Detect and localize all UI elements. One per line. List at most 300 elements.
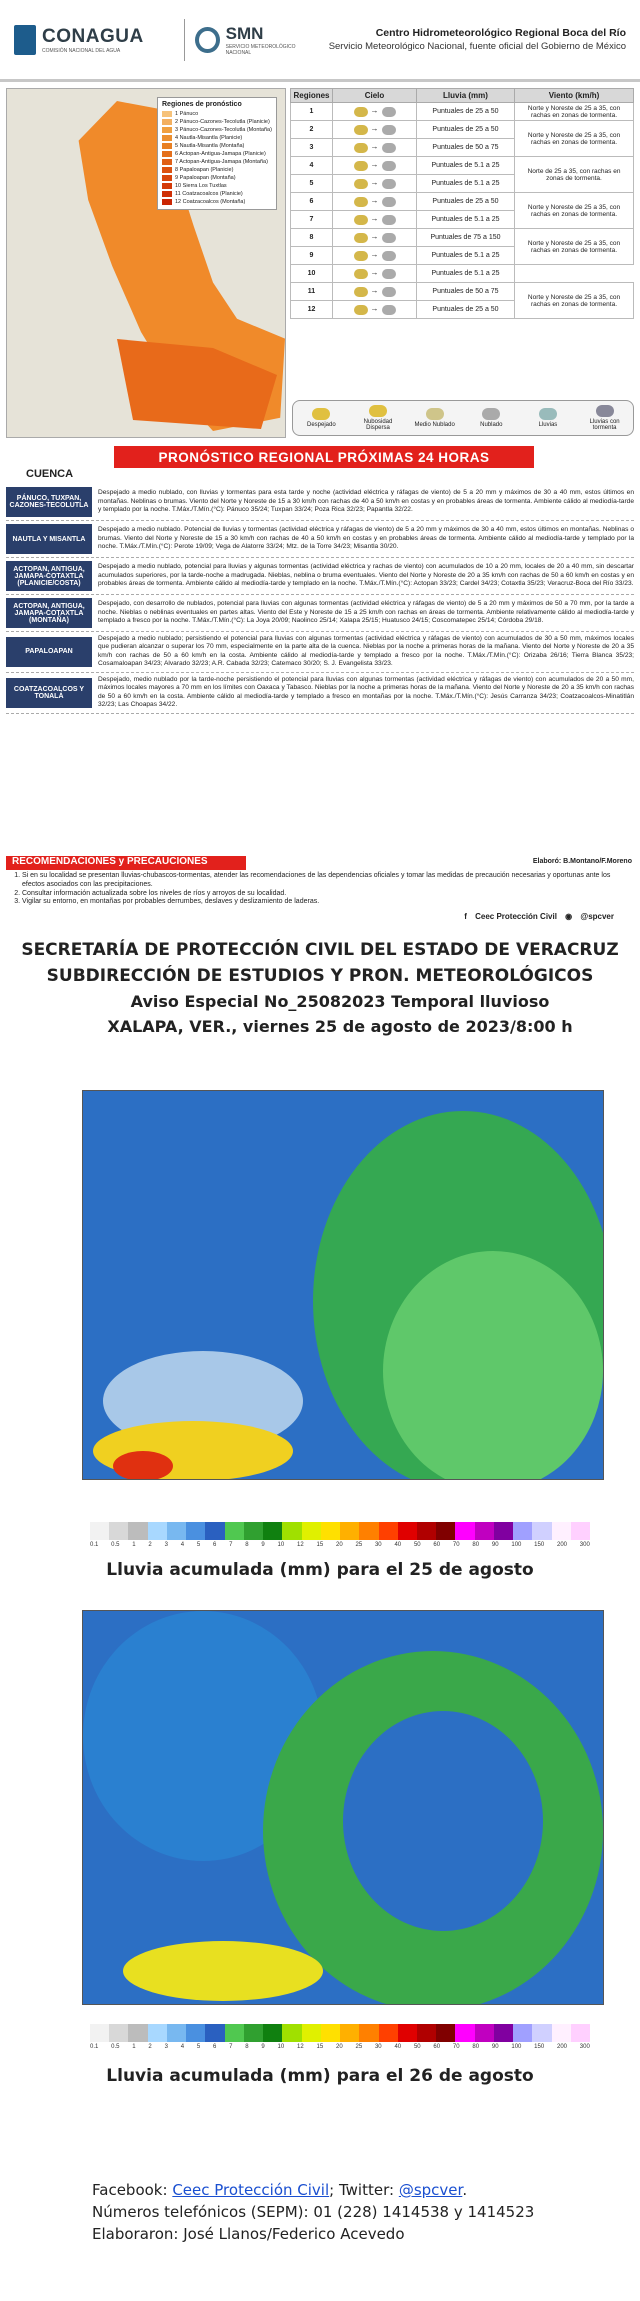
sky-icon <box>354 197 368 207</box>
region-cell: 9 <box>291 247 333 265</box>
scale-tick: 10 <box>277 2044 285 2050</box>
scale-swatch <box>148 1522 167 1540</box>
scale-swatch <box>225 2024 244 2042</box>
forecast-row <box>291 193 634 211</box>
scale-swatch <box>128 2024 147 2042</box>
scale-tick: 150 <box>534 2044 545 2050</box>
scale-swatch <box>513 2024 532 2042</box>
scale-tick: 80 <box>472 2044 480 2050</box>
rain-cell: Puntuales de 25 a 50 <box>417 193 515 211</box>
basin-forecast: Despejado a medio nublado, con lluvias y tormentas para esta tarde y noche (actividad eléctrica y ráfagas de viento) de 5 a 20 mm y máximos de 30 a 40 mm, estos últimos en montañas. Neblinas o brumas. Viento del Norte y Noreste de 15 a 30 km/h con rachas de 40 a 50 km/h en costas y en probables áreas de tormenta. Ambiente cálido al mediodía-tarde y templado por la noche. T.Máx./T.Mín.(°C): Pánuco 35/24; Tuxpan 33/24; Poza Rica 32/23; Papantla 32/22. <box>98 489 634 514</box>
rain-area-yellow <box>123 1941 323 2001</box>
sky-cell <box>333 247 417 265</box>
scale-tick: 1 <box>132 2044 136 2050</box>
scale-swatch <box>513 1522 532 1540</box>
sky-icon <box>354 269 368 279</box>
partly-cloudy-icon <box>369 405 387 417</box>
scale-tick: 0.5 <box>111 2044 120 2050</box>
forecast-table <box>290 88 634 319</box>
twitter-label: ; Twitter: <box>329 2181 395 2199</box>
legend-label: 8 Papaloapan (Planicie) <box>175 167 234 173</box>
rain-area-lightgreen <box>383 1251 603 1480</box>
social-links <box>458 912 614 921</box>
basin-forecast: Despejado, medio nublado por la tarde-noche persistiendo el potencial para lluvias con algunas tormentas (actividad eléctrica y ráfagas de viento) con acumulados de 20 a 50 mm, máximos locales mayores a 70 mm en los límites con Oaxaca y Tabasco. Nieblas por la noche a primeras horas de la mañana. Viento del Norte y Noreste de 20 a 35 km/h con rachas de 50 a 60 km/h en la costa. Ambiente cálido al mediodía-tarde y templado a fresco en montañas por la noche. T.Máx./T.Mín.(°C): Jesús Carranza 34/23; Coatzacoalcos-Minatitlán 32/23; Las Choapas 34/22. <box>98 675 634 709</box>
sky-icon <box>354 233 368 243</box>
region-cell: 5 <box>291 175 333 193</box>
legend-swatch <box>162 167 172 173</box>
legend-label: 1 Pánuco <box>175 111 199 117</box>
conagua-logo <box>14 25 174 55</box>
col-regiones: Regiones <box>291 89 333 103</box>
scale-tick: 12 <box>297 2044 304 2050</box>
arrow-icon: → <box>370 142 379 152</box>
scale-swatch <box>359 2024 378 2042</box>
recommendation-item: 3. Vigilar su entorno, en montañas por probables derrumbes, deslaves y deslizamiento de laderas. <box>22 898 618 907</box>
scale-swatch <box>532 2024 551 2042</box>
scale-swatch <box>398 1522 417 1540</box>
recommendation-item: 1. Si en su localidad se presentan lluvias-chubascos-tormentas, atender las recomendaciones de las dependencias oficiales y tomar las medidas de precaución necesarias y oportunas ante los efectos asociados con las precipitaciones. <box>22 872 618 890</box>
map-legend <box>157 97 277 210</box>
map-legend-title: Regiones de pronóstico <box>162 101 242 108</box>
basin-name: NAUTLA Y MISANTLA <box>6 524 92 554</box>
legend-swatch <box>162 119 172 125</box>
storm-icon <box>382 143 396 153</box>
scale-tick: 7 <box>229 1542 233 1548</box>
scale-swatch <box>186 1522 205 1540</box>
forecast-row <box>291 229 634 247</box>
symbol-despejado: Despejado <box>297 408 345 428</box>
rain-scale-ticks-2 <box>90 2044 590 2050</box>
scale-tick: 300 <box>579 1542 590 1548</box>
scale-swatch <box>475 2024 494 2042</box>
rain-area-red <box>113 1451 173 1480</box>
storm-icon <box>382 161 396 171</box>
scale-tick: 20 <box>336 2044 343 2050</box>
scale-swatch <box>494 1522 513 1540</box>
sky-icon <box>354 107 368 117</box>
scale-swatch <box>263 2024 282 2042</box>
legend-swatch <box>162 127 172 133</box>
forecast-banner: PRONÓSTICO REGIONAL PRÓXIMAS 24 HORAS <box>114 446 534 468</box>
map-legend-item <box>162 150 272 158</box>
legend-swatch <box>162 199 172 205</box>
wind-cell: Norte y Noreste de 25 a 35, con rachas en zonas de tormenta. <box>515 121 634 157</box>
scale-tick: 6 <box>212 1542 217 1548</box>
header <box>0 0 640 82</box>
arrow-icon: → <box>370 268 379 278</box>
scale-swatch <box>571 2024 590 2042</box>
sky-icon <box>354 305 368 315</box>
forecast-row <box>291 283 634 301</box>
smn-logo <box>195 24 315 56</box>
scale-tick: 25 <box>355 2044 363 2050</box>
storm-icon <box>382 125 396 135</box>
scale-swatch <box>205 2024 224 2042</box>
scale-tick: 9 <box>261 2044 265 2050</box>
arrow-icon: → <box>370 286 379 296</box>
scale-swatch <box>359 1522 378 1540</box>
scale-swatch <box>148 2024 167 2042</box>
rain-cell: Puntuales de 50 a 75 <box>417 283 515 301</box>
basin-name: COATZACOALCOS Y TONALÁ <box>6 678 92 708</box>
scale-tick: 80 <box>472 1542 480 1548</box>
forecast-row <box>291 103 634 121</box>
region-cell: 11 <box>291 283 333 301</box>
rain-cell: Puntuales de 5.1 a 25 <box>417 175 515 193</box>
sky-cell <box>333 301 417 319</box>
scale-tick: 0.5 <box>111 1542 120 1548</box>
scale-tick: 20 <box>336 1542 343 1548</box>
aviso-line-2: SUBDIRECCIÓN DE ESTUDIOS Y PRON. METEOROLÓGICOS <box>46 966 594 986</box>
recommendations-list <box>8 872 618 907</box>
rain-cell: Puntuales de 25 a 50 <box>417 121 515 139</box>
sun-icon <box>312 408 330 420</box>
facebook-link[interactable]: Ceec Protección Civil <box>475 912 557 921</box>
basin-name: ACTOPAN, ANTIGUA, JAMAPA-COTAXTLA (PLANICIE/COSTA) <box>6 561 92 591</box>
scale-swatch <box>532 1522 551 1540</box>
scale-tick: 15 <box>316 2044 324 2050</box>
scale-swatch <box>244 2024 263 2042</box>
region-cell: 10 <box>291 265 333 283</box>
wind-cell: Norte y Noreste de 25 a 35, con rachas en zonas de tormenta. <box>515 193 634 229</box>
scale-tick: 4 <box>180 1542 185 1548</box>
map-legend-item <box>162 134 272 142</box>
regions-map <box>6 88 286 438</box>
caption-26-agosto: Lluvia acumulada (mm) para el 26 de agosto <box>106 2066 534 2086</box>
scale-swatch <box>475 1522 494 1540</box>
scale-tick: 15 <box>316 1542 324 1548</box>
scale-swatch <box>225 1522 244 1540</box>
legend-swatch <box>162 111 172 117</box>
footer-phones: Números telefónicos (SEPM): 01 (228) 1414538 y 1414523 <box>92 2202 535 2221</box>
scale-tick: 150 <box>534 1542 545 1548</box>
basin-row <box>6 521 634 558</box>
conagua-subtitle: COMISIÓN NACIONAL DEL AGUA <box>42 47 121 54</box>
scale-swatch <box>244 1522 263 1540</box>
sky-cell <box>333 193 417 211</box>
footer-authors: Elaboraron: José Llanos/Federico Acevedo <box>92 2224 405 2243</box>
legend-label: 9 Papaloapan (Montaña) <box>175 175 236 181</box>
legend-swatch <box>162 183 172 189</box>
legend-label: 2 Pánuco-Cazones-Tecolutla (Planicie) <box>175 119 270 125</box>
scale-swatch <box>282 1522 301 1540</box>
mostly-cloudy-icon <box>426 408 444 420</box>
basin-row <box>6 558 634 595</box>
arrow-icon: → <box>370 214 379 224</box>
rain-cell: Puntuales de 25 a 50 <box>417 301 515 319</box>
sky-cell <box>333 265 417 283</box>
rain-cell: Puntuales de 5.1 a 25 <box>417 211 515 229</box>
scale-tick: 3 <box>164 2044 168 2050</box>
scale-swatch <box>398 2024 417 2042</box>
twitter-icon: ◉ <box>565 912 573 921</box>
basin-name: ACTOPAN, ANTIGUA, JAMAPA-COTAXTLA (MONTAÑA) <box>6 598 92 628</box>
facebook-icon: f <box>464 912 467 921</box>
scale-tick: 200 <box>556 1542 567 1548</box>
conagua-emblem-icon <box>14 25 36 55</box>
scale-swatch <box>340 1522 359 1540</box>
basin-name: PÁNUCO, TUXPAN, CAZONES-TECOLUTLA <box>6 487 92 517</box>
sky-icon <box>354 179 368 189</box>
scale-tick: 40 <box>394 1542 402 1548</box>
symbol-tormenta: Lluvias con tormenta <box>581 405 629 431</box>
scale-tick: 3 <box>164 1542 168 1548</box>
scale-tick: 90 <box>491 1542 499 1548</box>
scale-tick: 50 <box>413 1542 421 1548</box>
scale-tick: 5 <box>196 1542 201 1548</box>
rain-area-blue-2 <box>343 1711 543 1931</box>
scale-swatch <box>379 1522 398 1540</box>
storm-icon <box>382 287 396 297</box>
region-cell: 6 <box>291 193 333 211</box>
arrow-icon: → <box>370 196 379 206</box>
sky-cell <box>333 157 417 175</box>
scale-swatch <box>302 2024 321 2042</box>
facebook-link[interactable]: Ceec Protección Civil <box>172 2181 330 2199</box>
arrow-icon: → <box>370 250 379 260</box>
scale-tick: 10 <box>277 1542 285 1548</box>
arrow-icon: → <box>370 232 379 242</box>
rain-cell: Puntuales de 5.1 a 25 <box>417 265 515 283</box>
smn-emblem-icon <box>195 27 220 53</box>
scale-swatch <box>379 2024 398 2042</box>
scale-swatch <box>436 2024 455 2042</box>
scale-swatch <box>552 1522 571 1540</box>
twitter-link[interactable]: @spcver <box>398 2181 463 2199</box>
symbol-lluvias: Lluvias <box>524 408 572 428</box>
rain-icon <box>539 408 557 420</box>
basin-name: PAPALOAPAN <box>6 637 92 667</box>
storm-icon <box>382 251 396 261</box>
scale-swatch <box>282 2024 301 2042</box>
scale-swatch <box>302 1522 321 1540</box>
scale-tick: 100 <box>511 2044 522 2050</box>
region-cell: 1 <box>291 103 333 121</box>
rain-map-26-agosto <box>82 1610 604 2005</box>
scale-swatch <box>263 1522 282 1540</box>
scale-tick: 70 <box>452 2044 460 2050</box>
scale-swatch <box>321 2024 340 2042</box>
aviso-line-1: SECRETARÍA DE PROTECCIÓN CIVIL DEL ESTADO DE VERACRUZ <box>21 940 619 960</box>
map-legend-item <box>162 142 272 150</box>
arrow-icon: → <box>370 124 379 134</box>
sky-icon <box>354 251 368 261</box>
scale-swatch <box>109 1522 128 1540</box>
sky-cell <box>333 175 417 193</box>
symbol-medio-nublado: Medio Nublado <box>411 408 459 428</box>
legend-label: 6 Actopan-Antigua-Jamapa (Planicie) <box>175 151 266 157</box>
logo-divider <box>184 19 185 61</box>
scale-tick: 5 <box>196 2044 201 2050</box>
scale-swatch <box>205 1522 224 1540</box>
legend-swatch <box>162 135 172 141</box>
service-name: Servicio Meteorológico Nacional, fuente oficial del Gobierno de México <box>328 41 626 52</box>
map-legend-item <box>162 126 272 134</box>
basin-forecast: Despejado a medio nublado. Potencial de lluvias y tormentas (actividad eléctrica y ráfagas de viento) de 5 a 20 mm y máximos de 30 a 40 mm, estos últimos en montañas. Neblinas o brumas. Viento del Norte y Noreste de 15 a 30 km/h con rachas de 40 a 50 km/h en costas y en probables áreas de tormenta. Ambiente cálido al mediodía-tarde y templado por la noche. T.Máx./T.Mín.(°C): Perote 19/09; Vega de Alatorre 33/24; Mtz. de la Torre 34/23; Misantla 30/20. <box>98 526 634 551</box>
scale-tick: 200 <box>556 2044 567 2050</box>
map-legend-item <box>162 182 272 190</box>
arrow-icon: → <box>370 178 379 188</box>
sky-cell <box>333 139 417 157</box>
region-cell: 8 <box>291 229 333 247</box>
basin-forecast: Despejado a medio nublado, potencial para lluvias y algunas tormentas (actividad eléctrica y rachas de viento) con acumulados de 10 a 20 mm, locales de 20 a 40 mm, sin descartar acumulados superiores, por la tarde-noche a madrugada. Nieblas, neblina o bruma eventuales. Viento del Norte y Noreste de 20 a 35 km/h con rachas de 50 a 60 km/h en costas y en probables áreas de tormenta. Ambiente cálido al mediodía-tarde y templado en la noche. T.Máx./T.Mín.(°C): Actopan 33/23; Cardel 34/23; Cotaxtla 35/23; Veracruz-Boca del Río 33/23. <box>98 563 634 588</box>
scale-swatch <box>167 1522 186 1540</box>
sky-icon <box>354 215 368 225</box>
scale-tick: 60 <box>433 1542 441 1548</box>
scale-tick: 25 <box>355 1542 363 1548</box>
scale-swatch <box>552 2024 571 2042</box>
legend-label: 11 Coatzacoalcos (Planicie) <box>175 191 243 197</box>
scale-tick: 70 <box>452 1542 460 1548</box>
region-cell: 3 <box>291 139 333 157</box>
storm-icon <box>382 179 396 189</box>
scale-swatch <box>455 2024 474 2042</box>
legend-label: 12 Coatzacoalcos (Montaña) <box>175 199 246 205</box>
map-legend-item <box>162 118 272 126</box>
scale-tick: 0.1 <box>90 2044 99 2050</box>
footer <box>92 2180 534 2245</box>
twitter-link[interactable]: @spcver <box>580 912 614 921</box>
wind-cell: Norte y Noreste de 25 a 35, con rachas en zonas de tormenta. <box>515 283 634 319</box>
region-cell: 4 <box>291 157 333 175</box>
col-cielo: Cielo <box>333 89 417 103</box>
rain-scale-bar-1 <box>90 1522 590 1540</box>
scale-swatch <box>321 1522 340 1540</box>
sky-cell <box>333 283 417 301</box>
map-legend-item <box>162 174 272 182</box>
basin-row <box>6 673 634 714</box>
sky-cell <box>333 229 417 247</box>
basin-list <box>6 484 634 714</box>
aviso-heading <box>0 940 640 1036</box>
region-cell: 7 <box>291 211 333 229</box>
wind-cell: Norte de 25 a 35, con rachas en zonas de tormenta. <box>515 157 634 193</box>
map-legend-item <box>162 158 272 166</box>
col-lluvia: Lluvia (mm) <box>417 89 515 103</box>
scale-tick: 2 <box>148 1542 152 1548</box>
legend-swatch <box>162 159 172 165</box>
region-cell: 2 <box>291 121 333 139</box>
legend-swatch <box>162 151 172 157</box>
scale-tick: 100 <box>511 1542 522 1548</box>
storm-icon <box>596 405 614 417</box>
legend-label: 7 Actopan-Antigua-Jamapa (Montaña) <box>175 159 268 165</box>
scale-swatch <box>494 2024 513 2042</box>
scale-tick: 2 <box>148 2044 152 2050</box>
scale-swatch <box>186 2024 205 2042</box>
scale-tick: 90 <box>491 2044 499 2050</box>
map-legend-item <box>162 198 272 206</box>
cuenca-heading: CUENCA <box>26 468 74 480</box>
basin-row <box>6 484 634 521</box>
scale-tick: 0.1 <box>90 1542 99 1548</box>
scale-swatch <box>167 2024 186 2042</box>
footer-social-line <box>92 2180 534 2202</box>
legend-label: 5 Nautla-Misantla (Montaña) <box>175 143 245 149</box>
storm-icon <box>382 215 396 225</box>
sky-icon <box>354 287 368 297</box>
rain-cell: Puntuales de 25 a 50 <box>417 103 515 121</box>
scale-swatch <box>90 1522 109 1540</box>
scale-tick: 8 <box>245 2044 249 2050</box>
scale-tick: 30 <box>374 1542 382 1548</box>
legend-label: 3 Pánuco-Cazones-Tecolutla (Montaña) <box>175 127 272 133</box>
arrow-icon: → <box>370 304 379 314</box>
arrow-icon: → <box>370 160 379 170</box>
scale-tick: 60 <box>433 2044 441 2050</box>
scale-swatch <box>455 1522 474 1540</box>
scale-tick: 7 <box>229 2044 233 2050</box>
forecast-row <box>291 265 634 283</box>
legend-label: 10 Sierra Los Tuxtlas <box>175 183 227 189</box>
sky-icon <box>354 161 368 171</box>
region-cell: 12 <box>291 301 333 319</box>
map-legend-item <box>162 166 272 174</box>
facebook-label: Facebook: <box>92 2181 168 2199</box>
sky-cell <box>333 211 417 229</box>
sky-symbol-legend <box>292 400 634 436</box>
scale-swatch <box>436 1522 455 1540</box>
wind-cell: Norte y Noreste de 25 a 35, con rachas en zonas de tormenta. <box>515 229 634 265</box>
storm-icon <box>382 107 396 117</box>
recommendation-item: 2. Consultar información actualizada sobre los niveles de ríos y arroyos de su localidad. <box>22 890 618 899</box>
col-viento: Viento (km/h) <box>515 89 634 103</box>
period: . <box>462 2181 468 2199</box>
rain-cell: Puntuales de 5.1 a 25 <box>417 157 515 175</box>
map-legend-item <box>162 110 272 118</box>
scale-tick: 30 <box>374 2044 382 2050</box>
scale-tick: 8 <box>245 1542 249 1548</box>
rain-map-25-agosto <box>82 1090 604 1480</box>
smn-name: SMN <box>225 23 264 43</box>
cloud-icon <box>482 408 500 420</box>
legend-label: 4 Nautla-Misantla (Planicie) <box>175 135 243 141</box>
scale-swatch <box>417 1522 436 1540</box>
scale-tick: 12 <box>297 1542 304 1548</box>
scale-swatch <box>90 2024 109 2042</box>
scale-swatch <box>571 1522 590 1540</box>
scale-tick: 4 <box>180 2044 185 2050</box>
aviso-line-3: Aviso Especial No_25082023 Temporal lluvioso <box>130 992 550 1011</box>
storm-icon <box>382 197 396 207</box>
scale-swatch <box>128 1522 147 1540</box>
caption-25-agosto: Lluvia acumulada (mm) para el 25 de agosto <box>106 1560 534 1580</box>
forecast-row <box>291 157 634 175</box>
header-titles <box>329 27 626 52</box>
sky-icon <box>354 143 368 153</box>
scale-swatch <box>340 2024 359 2042</box>
smn-subtitle: SERVICIO METEOROLÓGICO NACIONAL <box>225 43 296 56</box>
scale-swatch <box>109 2024 128 2042</box>
scale-tick: 1 <box>132 1542 136 1548</box>
elaborated-by: Elaboró: B.Montano/F.Moreno <box>532 858 632 865</box>
aviso-line-4: XALAPA, VER., viernes 25 de agosto de 2023/8:00 h <box>107 1017 573 1036</box>
legend-swatch <box>162 191 172 197</box>
center-name: Centro Hidrometeorológico Regional Boca del Río <box>375 27 626 39</box>
arrow-icon: → <box>370 106 379 116</box>
symbol-nubosidad: Nubosidad Dispersa <box>354 405 402 431</box>
basin-forecast: Despejado a medio nublado; persistiendo el potencial para lluvias con algunas tormentas (actividad eléctrica y ráfagas de viento) con acumulados de 30 a 50 mm, máximos locales que pudieran alcanzar o superar los 70 mm, especialmente en la parte alta de la cuenca. Nieblas por la noche a primeras horas de la mañana. Viento del Norte y Noreste de 20 a 35 km/h con rachas de 50 a 60 km/h en la costa. Ambiente cálido al mediodía-tarde y templado a fresco por la noche. T.Máx./T.Mín.(°C): Orizaba 26/16; Tierra Blanca 35/23; Cosamaloapan 34/23; Alvarado 32/23; A.R. Cabada 32/23; Catemaco 30/20; S. J. Evangelista 33/23. <box>98 635 634 668</box>
scale-tick: 300 <box>579 2044 590 2050</box>
storm-icon <box>382 269 396 279</box>
legend-swatch <box>162 175 172 181</box>
sky-cell <box>333 121 417 139</box>
wind-cell: Norte y Noreste de 25 a 35, con rachas en zonas de tormenta. <box>515 103 634 121</box>
map-legend-item <box>162 190 272 198</box>
rain-scale-ticks-1 <box>90 1542 590 1548</box>
rain-cell: Puntuales de 75 a 150 <box>417 229 515 247</box>
basin-forecast: Despejado, con desarrollo de nublados, potencial para lluvias con algunas tormentas (actividad eléctrica y ráfagas de viento) de 5 a 20 mm y máximos de 50 a 70 mm, por la tarde a noche. Nieblas o neblinas eventuales en partes altas. Viento del Este y Noreste de 15 a 25 km/h con rachas en áreas de tormenta. Ambiente relativamente cálido al mediodía-tarde y templado a fresco por la noche. T.Máx./T.Mín.(°C): La Joya 20/09; Naolinco 25/14; Xalapa 25/15; Huatusco 24/15; Coscomatepec 25/14; Córdoba 29/18. <box>98 600 634 625</box>
